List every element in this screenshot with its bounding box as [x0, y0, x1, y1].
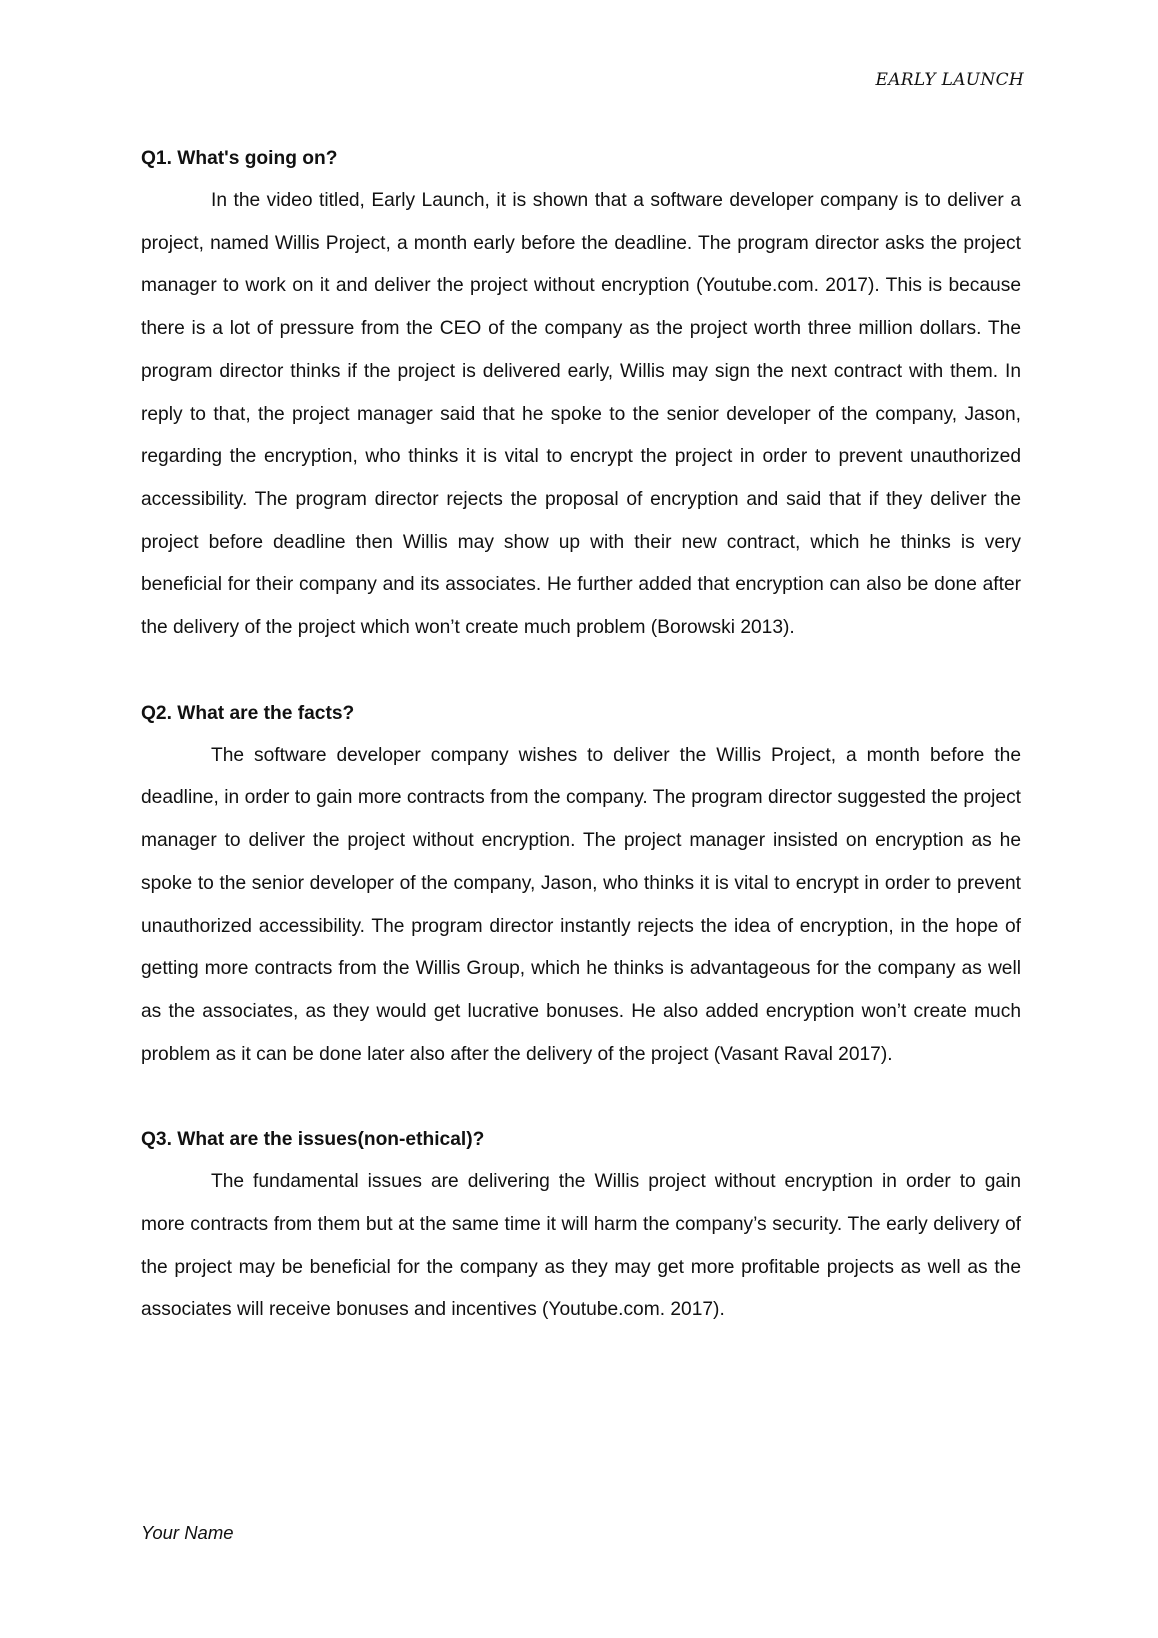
section-paragraph: The software developer company wishes to deliver the Willis Project, a month before the deadline, in order to gain more contracts from the company. The program director suggested the project manager to deliver the project without encryption. The project manager insisted on encryption as he spoke to the senior developer of the company, Jason, who thinks it is vital to encrypt in order to prevent unauthorized accessibility. The program director instantly rejects the idea of encryption, in the hope of getting more contracts from the Willis Group, which he thinks is advantageous for the company as well as the associates, as they would get lucrative bonuses. He also added encryption won’t create much problem as it can be done later also after the delivery of the project (Vasant Raval 2017).	[141, 744, 1021, 1065]
section-paragraph: In the video titled, Early Launch, it is shown that a software developer company is to deliver a project, named Willis Project, a month early before the deadline. The program director asks the project manager to work on it and deliver the project without encryption (Youtube.com. 2017). This is because there is a lot of pressure from the CEO of the company as the project worth three million dollars. The program director thinks if the project is delivered early, Willis may sign the next contract with them. In reply to that, the project manager said that he spoke to the senior developer of the company, Jason, regarding the encryption, who thinks it is vital to encrypt the project in order to prevent unauthorized accessibility. The program director rejects the proposal of encryption and said that if they deliver the project before deadline then Willis may show up with their new contract, which he thinks is very beneficial for their company and its associates. He further added that encryption can also be done after the delivery of the project which won’t create much problem (Borowski 2013).	[141, 190, 1021, 639]
section-q2	[141, 693, 1021, 1077]
section-q1	[141, 138, 1021, 650]
section-spacer	[141, 650, 1021, 693]
section-spacer	[141, 1076, 1021, 1119]
page-footer-author: Your Name	[141, 1522, 234, 1543]
section-heading: Q3. What are the issues(non-ethical)?	[141, 1129, 485, 1151]
section-heading: Q2. What are the facts?	[141, 702, 355, 724]
document-body	[141, 138, 1021, 1332]
running-header: EARLY LAUNCH	[875, 70, 1024, 90]
section-q3	[141, 1119, 1021, 1332]
section-heading: Q1. What's going on?	[141, 148, 338, 169]
section-paragraph: The fundamental issues are delivering the Willis project without encryption in order to gain more contracts from them but at the same time it will harm the company’s security. The early delivery of the project may be beneficial for the company as they may get more profitable projects as well as the associates will receive bonuses and incentives (Youtube.com. 2017).	[141, 1171, 1021, 1321]
